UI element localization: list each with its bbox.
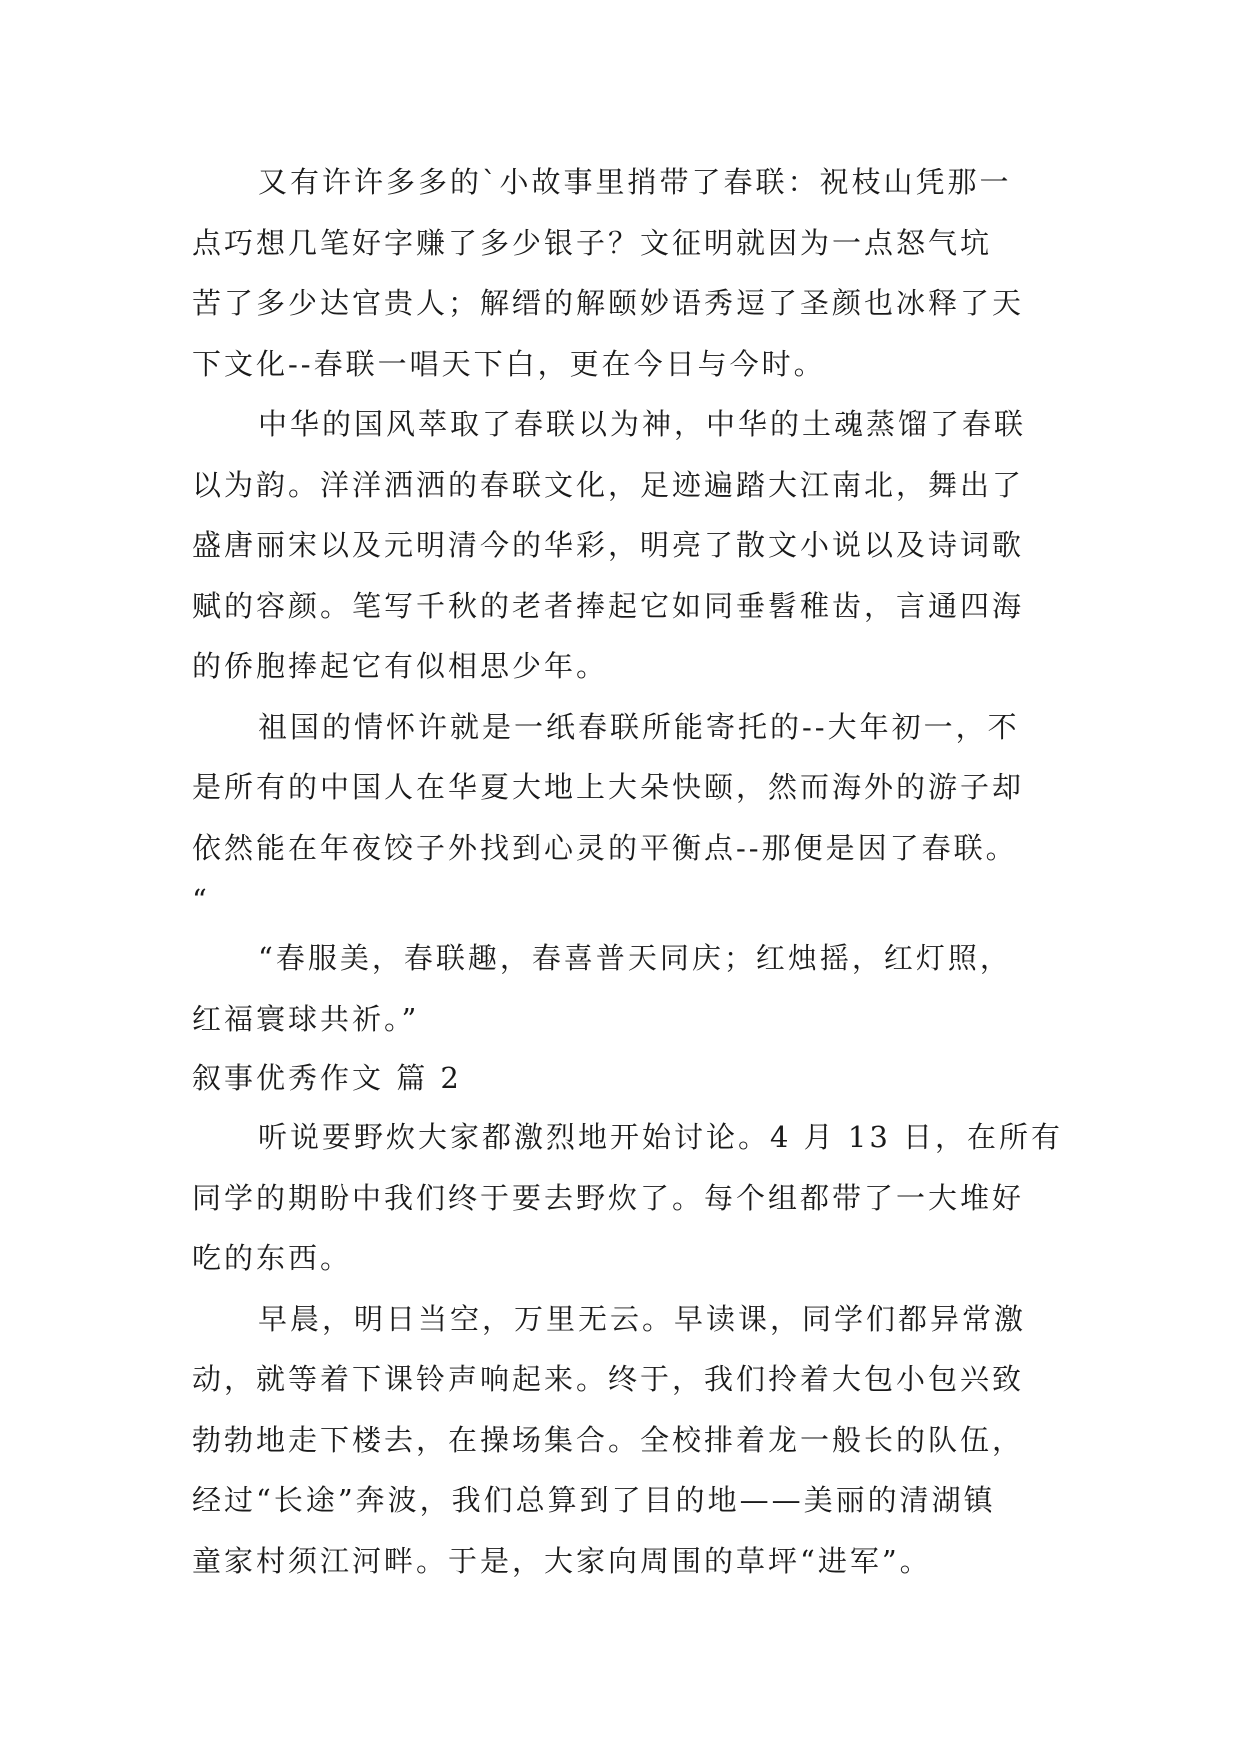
text-line: 祖国的情怀许就是一纸春联所能寄托的--大年初一，不 [258,709,1020,744]
paragraph-couplet-quote [192,928,1052,1049]
text-line: 依然能在年夜饺子外找到心灵的平衡点--那便是因了春联。 [192,830,1018,865]
text-line: “ [192,883,210,917]
text-line: 动，就等着下课铃声响起来。终于，我们拎着大包小包兴致 [192,1362,1025,1396]
text-line: 经过“长途”奔波，我们总算到了目的地——美丽的清湖镇 [192,1483,996,1517]
text-line: 的侨胞捧起它有似相思少年。 [192,649,609,683]
section-heading: 叙事优秀作文 篇 2 [192,1061,462,1095]
text-line: 早晨，明日当空，万里无云。早读课，同学们都异常激 [258,1301,1027,1336]
paragraph-picnic-announcement [192,1107,1064,1289]
text-line: 是所有的中国人在华夏大地上大朵快颐，然而海外的游子却 [192,770,1025,804]
text-line: 中华的国风萃取了春联以为神，中华的土魂蒸馏了春联 [258,407,1027,441]
document-page [192,152,1064,1591]
text-line: 同学的期盼中我们终于要去野炊了。每个组都带了一大堆好 [192,1180,1025,1215]
text-line: 吃的东西。 [192,1241,353,1275]
text-line: 赋的容颜。笔写千秋的老者捧起它如同垂髫稚齿，言通四海 [192,588,1025,623]
text-line: 又有许许多多的`小故事里捎带了春联：祝枝山凭那一 [258,165,1012,199]
text-line: 下文化--春联一唱天下白，更在今日与今时。 [192,346,826,381]
paragraph-picnic-morning [192,1289,1052,1592]
text-line: 以为韵。洋洋洒洒的春联文化，足迹遍踏大江南北，舞出了 [192,467,1025,502]
text-line: 苦了多少达官贵人；解缙的解颐妙语秀逗了圣颜也冰释了天 [192,286,1025,320]
text-line: “春服美，春联趣，春喜普天同庆；红烛摇，红灯照， [258,941,1012,975]
text-line: 勃勃地走下楼去，在操场集合。全校排着龙一般长的队伍， [192,1422,1025,1457]
text-line: 童家村须江河畔。于是，大家向周围的草坪“进军”。 [192,1543,932,1578]
text-line: 盛唐丽宋以及元明清今的华彩，明亮了散文小说以及诗词歌 [192,528,1025,562]
text-line: 听说要野炊大家都激烈地开始讨论。4 月 13 日，在所有 [258,1120,1064,1154]
text-line: 红福寰球共祈。” [192,1001,420,1036]
text-line: 点巧想几笔好字赚了多少银子？文征明就因为一点怒气坑 [192,225,993,260]
paragraph-national-style [192,394,1052,697]
paragraph-spring-couplet-stories [192,152,1052,394]
paragraph-motherland-feelings [192,697,1052,923]
